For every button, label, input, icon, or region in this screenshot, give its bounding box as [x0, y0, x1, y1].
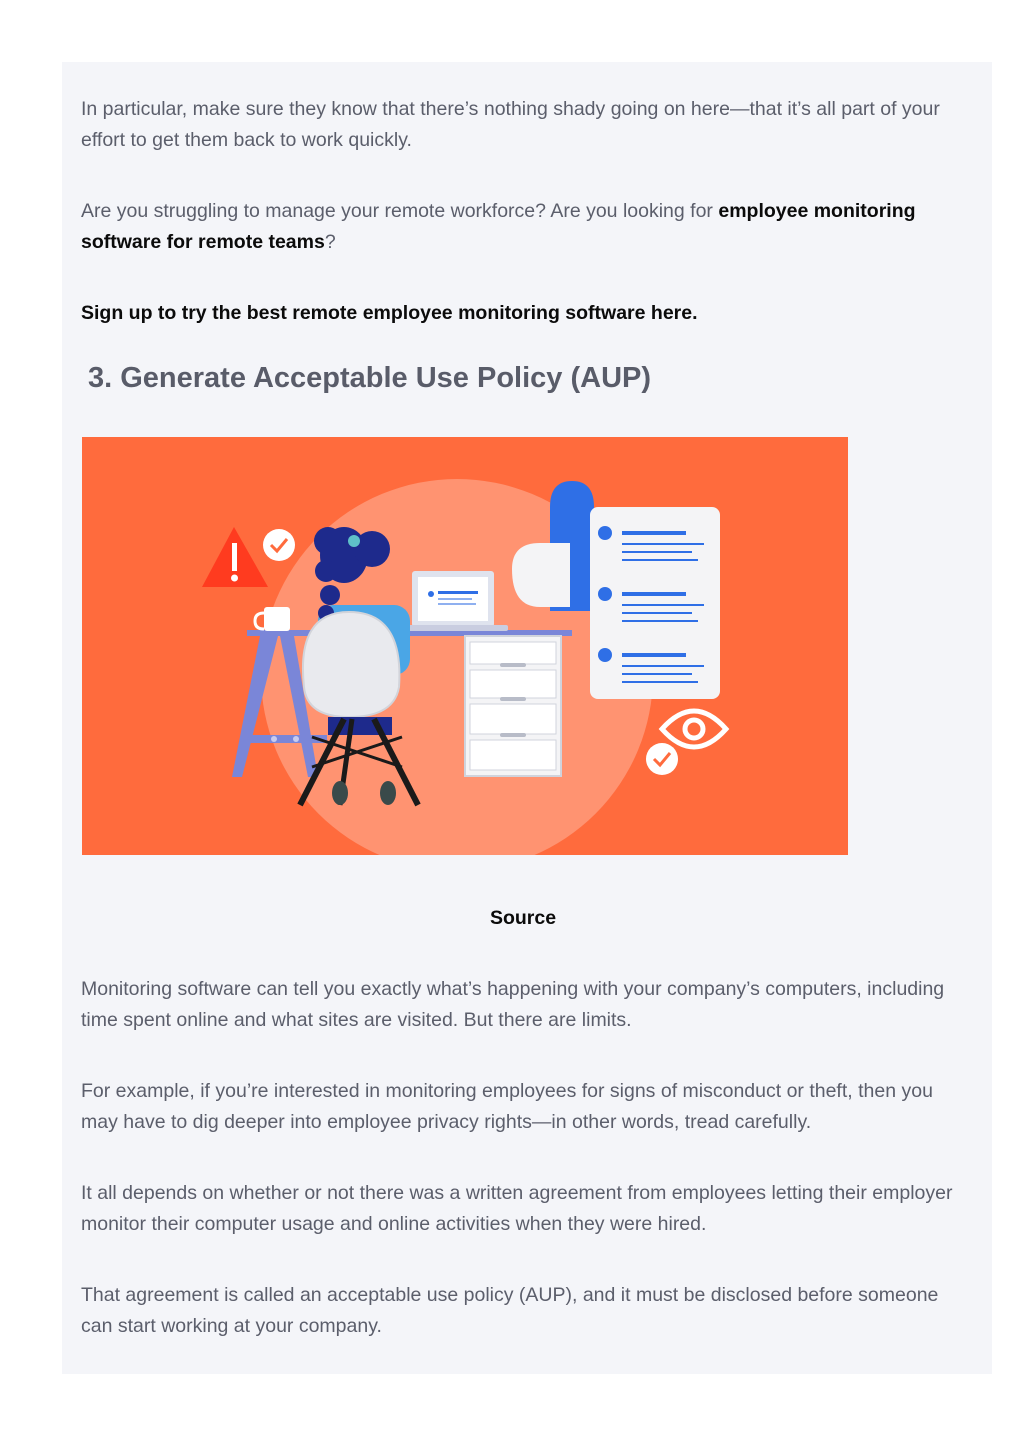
- section-heading: 3. Generate Acceptable Use Policy (AUP): [88, 362, 652, 394]
- paragraph-question-tail: ?: [324, 231, 336, 253]
- paragraph-monitoring: Monitoring software can tell you exactly what’s happening with your company’s computers, including time spent online and what sites are visited. But there are limits.: [81, 978, 945, 1031]
- paragraph-question-lead: Are you struggling to manage your remote workforce? Are you looking for: [81, 200, 719, 222]
- check-badge-icon: [263, 529, 295, 561]
- laptop-icon: [400, 571, 508, 631]
- employee-monitoring-link[interactable]: employee monitoring software for remote teams: [81, 200, 916, 253]
- coffee-mug-icon: [255, 607, 290, 631]
- paragraph-intro: In particular, make sure they know that there’s nothing shady going on here—that it’s all part of your effort to get them back to work quickly.: [81, 98, 940, 151]
- figure-caption-source-link[interactable]: Source: [489, 907, 557, 929]
- paragraph-aup: That agreement is called an acceptable use policy (AUP), and it must be disclosed before someone can start working at your company.: [81, 1284, 939, 1337]
- paragraph-agreement: It all depends on whether or not there was a written agreement from employees letting their employer monitor their computer usage and online activities when they were hired.: [81, 1182, 953, 1235]
- eye-icon: [662, 711, 726, 747]
- paragraph-question: [81, 196, 973, 258]
- drawer-cabinet: [465, 636, 561, 776]
- signup-cta-link[interactable]: Sign up to try the best remote employee monitoring software here.: [81, 302, 698, 324]
- warning-icon: [202, 527, 268, 587]
- aup-illustration: [82, 437, 848, 855]
- paragraph-example: For example, if you’re interested in monitoring employees for signs of misconduct or theft, then you may have to dig deeper into employee privacy rights—in other words, tread carefully.: [81, 1080, 933, 1133]
- check-badge-bottom-icon: [646, 743, 678, 775]
